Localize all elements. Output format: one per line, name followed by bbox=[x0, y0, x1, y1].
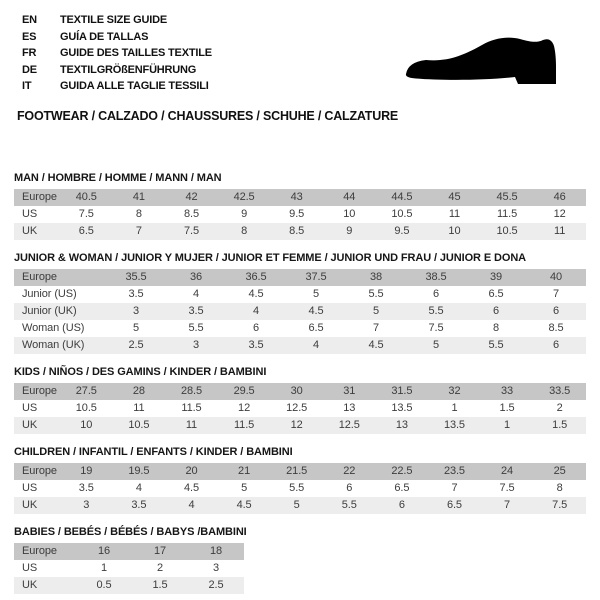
size-value-cell: 16 bbox=[97, 544, 111, 557]
size-value-cell: 5.5 bbox=[368, 287, 384, 300]
size-value-cell: 6.5 bbox=[308, 321, 324, 334]
row-label-cell: US bbox=[22, 561, 38, 574]
size-table-section bbox=[14, 172, 600, 240]
size-value-cell: 39 bbox=[489, 270, 503, 283]
size-value-cell: 12.5 bbox=[338, 418, 360, 431]
row-label-cell: Woman (US) bbox=[22, 321, 85, 334]
size-table-section bbox=[14, 366, 600, 434]
size-value-cell: 42.5 bbox=[233, 190, 255, 203]
size-row bbox=[14, 560, 244, 577]
row-label-cell: UK bbox=[22, 498, 38, 511]
size-value-cell: 13 bbox=[395, 418, 408, 431]
size-value-cell: 1 bbox=[100, 561, 108, 574]
size-value-cell: 8.5 bbox=[289, 224, 305, 237]
language-label: GUIDA ALLE TAGLIE TESSILI bbox=[60, 80, 209, 92]
size-table-title: KIDS / NIÑOS / DES GAMINS / KINDER / BAMBINI bbox=[14, 365, 267, 378]
size-value-cell: 27.5 bbox=[75, 384, 97, 397]
row-label-cell: Junior (UK) bbox=[22, 304, 77, 317]
size-value-cell: 6.5 bbox=[394, 481, 410, 494]
size-value-cell: 6 bbox=[552, 338, 560, 351]
size-value-cell: 5 bbox=[241, 481, 248, 494]
size-value-cell: 13.5 bbox=[443, 418, 465, 431]
size-value-cell: 4.5 bbox=[368, 338, 384, 351]
row-label-cell: US bbox=[22, 207, 38, 220]
size-value-cell: 7 bbox=[451, 481, 458, 494]
size-value-cell: 5.5 bbox=[488, 338, 504, 351]
size-value-cell: 9.5 bbox=[289, 207, 305, 220]
size-value-cell: 7.5 bbox=[183, 224, 199, 237]
size-value-cell: 3.5 bbox=[128, 287, 144, 300]
size-value-cell: 8 bbox=[556, 481, 563, 494]
size-value-cell: 40 bbox=[549, 270, 563, 283]
size-value-cell: 2.5 bbox=[128, 338, 144, 351]
size-value-cell: 13 bbox=[343, 401, 356, 414]
shoe-silhouette-icon bbox=[398, 34, 568, 92]
size-value-cell: 12 bbox=[553, 207, 566, 220]
size-table bbox=[14, 383, 586, 434]
size-value-cell: 4 bbox=[312, 338, 320, 351]
size-value-cell: 5 bbox=[293, 498, 300, 511]
size-value-cell: 10 bbox=[80, 418, 93, 431]
size-value-cell: 5.5 bbox=[428, 304, 444, 317]
size-value-cell: 45.5 bbox=[496, 190, 518, 203]
size-value-cell: 10 bbox=[448, 224, 461, 237]
size-value-cell: 7 bbox=[504, 498, 511, 511]
size-value-cell: 5 bbox=[372, 304, 380, 317]
size-value-cell: 7 bbox=[135, 224, 142, 237]
size-value-cell: 19.5 bbox=[128, 464, 150, 477]
size-value-cell: 1.5 bbox=[152, 578, 168, 591]
size-value-cell: 6 bbox=[432, 287, 440, 300]
size-value-cell: 28 bbox=[132, 384, 145, 397]
size-value-cell: 32 bbox=[448, 384, 461, 397]
size-row bbox=[14, 577, 244, 594]
size-value-cell: 7.5 bbox=[499, 481, 515, 494]
size-value-cell: 8.5 bbox=[183, 207, 199, 220]
size-value-cell: 4 bbox=[135, 481, 142, 494]
row-label-cell: US bbox=[22, 401, 38, 414]
size-row bbox=[14, 206, 586, 223]
size-value-cell: 3 bbox=[212, 561, 220, 574]
row-label-cell: Europe bbox=[22, 190, 57, 203]
size-value-cell: 10.5 bbox=[75, 401, 97, 414]
size-value-cell: 10.5 bbox=[496, 224, 518, 237]
size-value-cell: 2.5 bbox=[208, 578, 224, 591]
size-value-cell: 11 bbox=[133, 401, 145, 414]
size-value-cell: 13.5 bbox=[391, 401, 413, 414]
size-row bbox=[14, 337, 586, 354]
size-row bbox=[14, 320, 586, 337]
size-value-cell: 3.5 bbox=[188, 304, 204, 317]
size-value-cell: 4 bbox=[192, 287, 200, 300]
language-label: GUÍA DE TALLAS bbox=[60, 30, 149, 43]
size-value-cell: 40.5 bbox=[75, 190, 97, 203]
size-value-cell: 6 bbox=[398, 498, 405, 511]
size-row bbox=[14, 417, 586, 434]
size-value-cell: 8.5 bbox=[548, 321, 564, 334]
size-value-cell: 5.5 bbox=[341, 498, 357, 511]
tables-container bbox=[14, 172, 600, 594]
size-value-cell: 9 bbox=[346, 224, 353, 237]
size-value-cell: 10.5 bbox=[391, 207, 413, 220]
size-value-cell: 6.5 bbox=[488, 287, 504, 300]
size-value-cell: 4 bbox=[188, 498, 195, 511]
size-value-cell: 31 bbox=[343, 384, 356, 397]
size-value-cell: 45 bbox=[448, 190, 461, 203]
language-code: DE bbox=[22, 63, 37, 76]
size-value-cell: 11 bbox=[448, 207, 461, 220]
size-row bbox=[14, 223, 586, 240]
size-table-section bbox=[14, 526, 600, 594]
size-value-cell: 4.5 bbox=[248, 287, 264, 300]
size-value-cell: 2 bbox=[556, 401, 563, 414]
language-code: FR bbox=[22, 47, 37, 59]
size-value-cell: 33.5 bbox=[549, 384, 571, 397]
size-value-cell: 11.5 bbox=[233, 418, 255, 431]
size-value-cell: 20 bbox=[185, 464, 198, 477]
row-label-cell: Europe bbox=[22, 384, 57, 397]
size-value-cell: 43 bbox=[290, 190, 303, 203]
size-header-row bbox=[14, 269, 586, 286]
size-value-cell: 7 bbox=[372, 321, 380, 334]
size-value-cell: 8 bbox=[241, 224, 248, 237]
size-table bbox=[14, 189, 586, 240]
size-value-cell: 29.5 bbox=[233, 384, 255, 397]
size-table-title: CHILDREN / INFANTIL / ENFANTS / KINDER / BAMBINI bbox=[14, 445, 293, 458]
size-header-row bbox=[14, 189, 586, 206]
size-value-cell: 30 bbox=[290, 384, 303, 397]
size-value-cell: 6.5 bbox=[446, 498, 462, 511]
size-table-section bbox=[14, 446, 600, 514]
size-value-cell: 22.5 bbox=[391, 464, 413, 477]
size-row bbox=[14, 286, 586, 303]
size-value-cell: 7.5 bbox=[552, 498, 568, 511]
size-value-cell: 4.5 bbox=[183, 481, 199, 494]
size-value-cell: 1 bbox=[451, 401, 458, 414]
language-row-en bbox=[22, 12, 600, 29]
size-value-cell: 38 bbox=[369, 270, 383, 283]
row-label-cell: Europe bbox=[22, 464, 57, 477]
size-table bbox=[14, 269, 586, 354]
size-value-cell: 4 bbox=[252, 304, 260, 317]
size-value-cell: 7 bbox=[552, 287, 560, 300]
size-value-cell: 36 bbox=[189, 270, 203, 283]
row-label-cell: Europe bbox=[22, 270, 57, 283]
category-title: FOOTWEAR / CALZADO / CHAUSSURES / SCHUHE / CALZATURE bbox=[17, 108, 399, 123]
size-value-cell: 36.5 bbox=[245, 270, 267, 283]
size-row bbox=[14, 480, 586, 497]
size-value-cell: 7.5 bbox=[78, 207, 94, 220]
size-table-title: BABIES / BEBÉS / BÉBÉS / BABYS /BAMBINI bbox=[14, 525, 247, 538]
size-value-cell: 44 bbox=[343, 190, 356, 203]
size-value-cell: 18 bbox=[209, 544, 223, 557]
size-value-cell: 11 bbox=[185, 418, 198, 431]
row-label-cell: UK bbox=[22, 418, 38, 431]
size-value-cell: 11.5 bbox=[496, 207, 518, 220]
language-label: TEXTILE SIZE GUIDE bbox=[60, 14, 168, 26]
size-value-cell: 6 bbox=[252, 321, 260, 334]
size-value-cell: 46 bbox=[553, 190, 566, 203]
size-value-cell: 38.5 bbox=[425, 270, 447, 283]
size-header-row bbox=[14, 543, 244, 560]
row-label-cell: UK bbox=[22, 224, 38, 237]
size-value-cell: 21 bbox=[238, 464, 251, 477]
size-value-cell: 3.5 bbox=[78, 481, 94, 494]
size-header-row bbox=[14, 383, 586, 400]
size-value-cell: 8 bbox=[492, 321, 500, 334]
size-value-cell: 37.5 bbox=[305, 270, 327, 283]
size-value-cell: 3.5 bbox=[248, 338, 264, 351]
size-value-cell: 11 bbox=[554, 224, 566, 237]
size-table bbox=[14, 543, 244, 594]
size-value-cell: 3 bbox=[192, 338, 200, 351]
size-value-cell: 4.5 bbox=[308, 304, 324, 317]
size-value-cell: 12.5 bbox=[286, 401, 308, 414]
size-value-cell: 9 bbox=[241, 207, 248, 220]
size-row bbox=[14, 497, 586, 514]
language-label: GUIDE DES TAILLES TEXTILE bbox=[60, 47, 212, 59]
size-value-cell: 8 bbox=[135, 207, 142, 220]
row-label-cell: US bbox=[22, 481, 38, 494]
size-value-cell: 3.5 bbox=[131, 498, 147, 511]
language-label: TEXTILGRÖßENFÜHRUNG bbox=[60, 63, 197, 76]
size-table bbox=[14, 463, 586, 514]
size-value-cell: 7.5 bbox=[428, 321, 444, 334]
size-header-row bbox=[14, 463, 586, 480]
size-value-cell: 10 bbox=[343, 207, 356, 220]
size-value-cell: 17 bbox=[153, 544, 167, 557]
size-value-cell: 12 bbox=[238, 401, 251, 414]
size-value-cell: 5 bbox=[132, 321, 140, 334]
size-row bbox=[14, 400, 586, 417]
size-value-cell: 1.5 bbox=[552, 418, 568, 431]
size-value-cell: 5.5 bbox=[188, 321, 204, 334]
row-label-cell: UK bbox=[22, 578, 38, 591]
size-value-cell: 25 bbox=[553, 464, 566, 477]
size-row bbox=[14, 303, 586, 320]
language-code: IT bbox=[22, 80, 32, 92]
size-value-cell: 22 bbox=[343, 464, 356, 477]
size-value-cell: 24 bbox=[501, 464, 514, 477]
size-value-cell: 2 bbox=[156, 561, 164, 574]
size-value-cell: 9.5 bbox=[394, 224, 410, 237]
size-value-cell: 10.5 bbox=[128, 418, 150, 431]
language-code: ES bbox=[22, 30, 37, 43]
size-value-cell: 41 bbox=[132, 190, 145, 203]
row-label-cell: Europe bbox=[22, 544, 57, 557]
size-value-cell: 21.5 bbox=[286, 464, 308, 477]
size-value-cell: 12 bbox=[290, 418, 303, 431]
size-value-cell: 42 bbox=[185, 190, 198, 203]
size-value-cell: 23.5 bbox=[443, 464, 465, 477]
size-table-title: JUNIOR & WOMAN / JUNIOR Y MUJER / JUNIOR ET FEMME / JUNIOR UND FRAU / JUNIOR E DONA bbox=[14, 251, 527, 264]
size-value-cell: 11.5 bbox=[181, 401, 202, 414]
size-value-cell: 35.5 bbox=[125, 270, 147, 283]
size-value-cell: 4.5 bbox=[236, 498, 252, 511]
size-value-cell: 6 bbox=[492, 304, 500, 317]
size-value-cell: 6.5 bbox=[78, 224, 94, 237]
size-value-cell: 5 bbox=[432, 338, 440, 351]
size-value-cell: 3 bbox=[83, 498, 90, 511]
size-value-cell: 19 bbox=[80, 464, 93, 477]
size-value-cell: 31.5 bbox=[391, 384, 413, 397]
row-label-cell: Junior (US) bbox=[22, 287, 77, 300]
row-label-cell: Woman (UK) bbox=[22, 338, 85, 351]
size-value-cell: 5.5 bbox=[289, 481, 305, 494]
size-value-cell: 1.5 bbox=[499, 401, 515, 414]
language-code: EN bbox=[22, 14, 37, 26]
size-value-cell: 6 bbox=[552, 304, 560, 317]
size-table-section bbox=[14, 252, 600, 354]
size-table-title: MAN / HOMBRE / HOMME / MANN / MAN bbox=[14, 171, 222, 184]
size-value-cell: 44.5 bbox=[391, 190, 413, 203]
size-value-cell: 28.5 bbox=[180, 384, 202, 397]
size-value-cell: 6 bbox=[346, 481, 353, 494]
size-value-cell: 0.5 bbox=[96, 578, 112, 591]
size-value-cell: 1 bbox=[504, 418, 511, 431]
size-value-cell: 3 bbox=[132, 304, 140, 317]
size-value-cell: 33 bbox=[501, 384, 514, 397]
size-value-cell: 5 bbox=[312, 287, 320, 300]
